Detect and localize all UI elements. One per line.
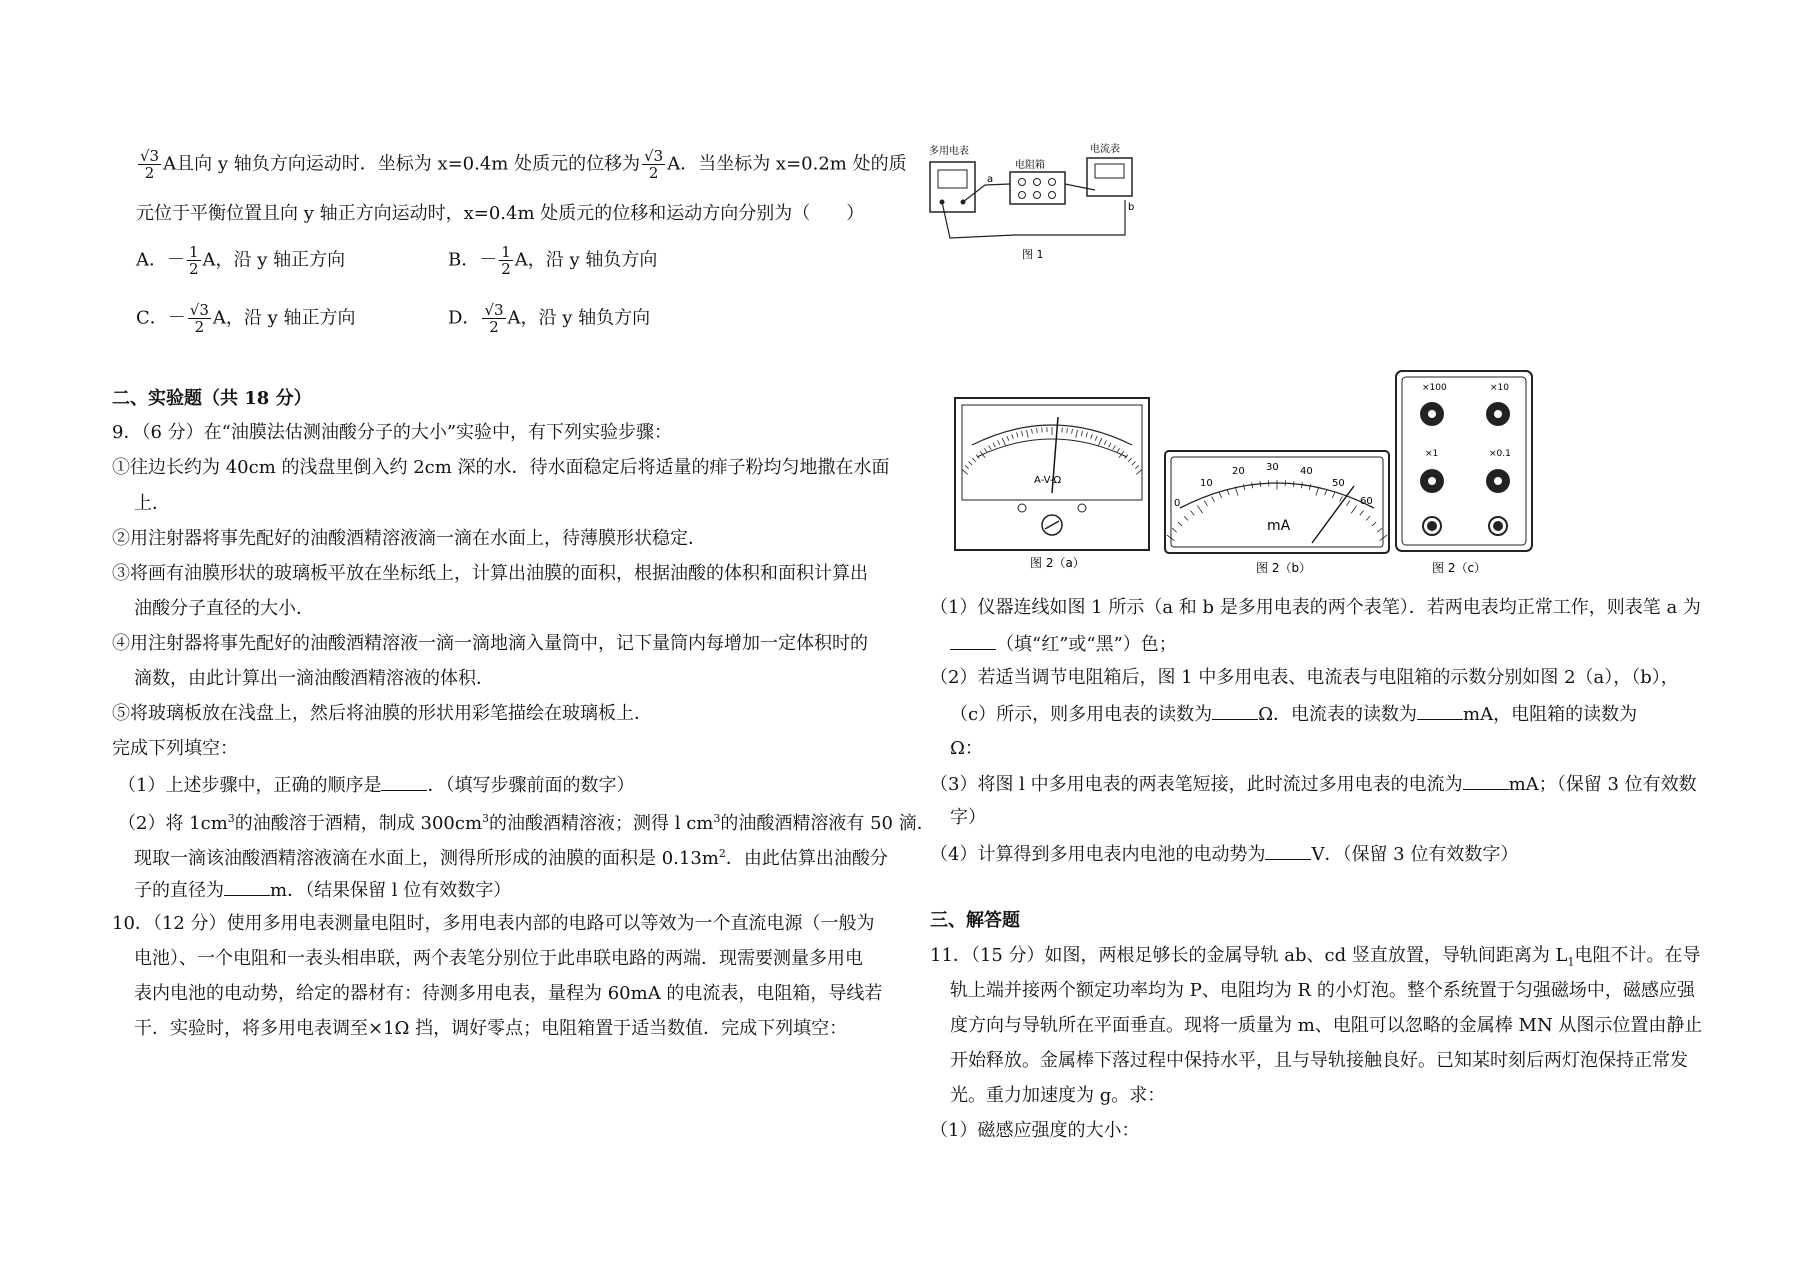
- q9-step4a: ④用注射器将事先配好的油酸酒精溶液一滴一滴地滴入量筒中，记下量筒内每增加一定体积时的: [112, 633, 868, 654]
- scale-tick: [993, 443, 996, 447]
- q10-line1: 10．（12 分）使用多用电表测量电阻时，多用电表内部的电路可以等效为一个直流电源（一般为: [112, 913, 875, 934]
- fraction: $\frac{1}{2}$: [501, 243, 511, 278]
- q9-part2c: 子的直径为 m．（结果保留 l 位有效数字）: [134, 877, 511, 903]
- q10-line3: 表内电池的电动势，给定的器材有：待测多用电表，量程为 60mA 的电流表，电阻箱，导线若: [134, 983, 883, 1004]
- fig2b-tick-label: 20: [1232, 466, 1245, 477]
- q11-part1: （1）磁感应强度的大小：: [930, 1120, 1140, 1141]
- answer-blank[interactable]: [224, 877, 270, 896]
- scale-tick: [1212, 496, 1215, 501]
- scale-tick: [1204, 501, 1207, 506]
- scale-tick: [1332, 493, 1335, 498]
- fraction: $\frac{√3}{2}$: [189, 301, 209, 336]
- q9-stem: 9．（6 分）在“油膜法估测油酸分子的大小”实验中，有下列实验步骤：: [112, 422, 673, 443]
- scale-tick: [1021, 431, 1022, 436]
- scale-tick: [989, 445, 992, 449]
- fig2c-terminal: [1427, 521, 1437, 531]
- scale-tick: [1366, 516, 1370, 520]
- q10-part2c: Ω：: [950, 738, 983, 759]
- scale-tick: [1026, 430, 1028, 438]
- q10-part3a: （3）将图 l 中多用电表的两表笔短接，此时流过多用电表的电流为 mA；（保留 3 位有效数: [930, 771, 1697, 797]
- fig2b-tick-label: 0: [1174, 498, 1181, 509]
- right-column: [900, 0, 1815, 1282]
- q9-step5: ⑤将玻璃板放在浅盘上，然后将油膜的形状用彩笔描绘在玻璃板上．: [112, 703, 652, 724]
- scale-tick: [1347, 501, 1350, 506]
- q10-part3b: 字）: [950, 807, 986, 828]
- answer-blank[interactable]: [1417, 701, 1463, 720]
- fig2c-caption: 图 2（c）: [1432, 561, 1487, 575]
- fig1-label-box: 电阻箱: [1015, 160, 1045, 171]
- fig2a-dot: [1078, 504, 1086, 512]
- q9-step3a: ③将画有油膜形状的玻璃板平放在坐标纸上，计算出油膜的面积，根据油酸的体积和面积计算出: [112, 563, 868, 584]
- scale-tick: [1076, 430, 1078, 438]
- scale-tick: [1190, 511, 1194, 516]
- scale-tick: [980, 451, 985, 457]
- q11-line4: 开始释放。金属棒下落过程中保持水平，且与导轨接触良好。已知某时刻后两灯泡保持正常发: [950, 1050, 1688, 1071]
- scale-tick: [998, 440, 1000, 444]
- fig2b-tick-label: 50: [1332, 478, 1345, 489]
- figure-1-circuit: [925, 140, 1145, 270]
- fraction: $\frac{1}{2}$: [189, 243, 199, 278]
- q10-line2: 电池）、一个电阻和一表头相串联，两个表笔分别位于此串联电路的两端．现需要测量多用电: [134, 948, 863, 969]
- scale-tick: [1119, 451, 1124, 457]
- scale-tick: [1135, 465, 1139, 468]
- scale-tick: [1293, 481, 1294, 487]
- scale-tick: [1132, 462, 1136, 466]
- fig1-box-knob: [1019, 179, 1026, 186]
- fig1-box-knob: [1034, 179, 1041, 186]
- scale-tick: [984, 448, 987, 452]
- q9-step4b: 滴数，由此计算出一滴油酸酒精溶液的体积．: [134, 668, 494, 689]
- fig1-box-knob: [1049, 192, 1056, 199]
- scale-tick: [965, 465, 969, 468]
- fig2c-inner: [1402, 377, 1526, 545]
- q10-line4: 干．实验时，将多用电表调至×1Ω 挡，调好零点；电阻箱置于适当数值．完成下列填空：: [134, 1018, 848, 1039]
- fig2b-tick-label: 10: [1200, 478, 1213, 489]
- scale-tick: [1184, 516, 1188, 520]
- scale-tick: [1081, 431, 1082, 436]
- fig2a-meter-label: A-V-Ω: [1034, 475, 1062, 486]
- scale-tick: [1037, 428, 1038, 433]
- fig2a-screw-slot: [1045, 521, 1059, 529]
- scale-tick: [1067, 428, 1068, 433]
- fig1-resistor-box: [1010, 172, 1065, 204]
- q10-part2a: （2）若适当调节电阻箱后，图 1 中多用电表、电流表与电阻箱的示数分别如图 2（a），（b），: [930, 667, 1679, 688]
- figure-2b-ammeter: [1162, 448, 1392, 578]
- scale-tick: [962, 469, 968, 474]
- fig1-label-a: a: [987, 174, 994, 185]
- fig2c-label-x100: ×100: [1422, 383, 1447, 393]
- fig1-label-meter: 多用电表: [929, 146, 969, 157]
- scale-tick: [1007, 436, 1009, 441]
- scale-tick: [1197, 505, 1203, 513]
- fig2a-ticks: [962, 427, 1143, 474]
- fraction: $\frac{√3}{2}$: [644, 147, 664, 182]
- fig2c-knob-center: [1494, 477, 1502, 485]
- fig1-box-knob: [1034, 192, 1041, 199]
- scale-tick: [1351, 505, 1357, 513]
- answer-blank[interactable]: [1265, 841, 1311, 860]
- fig2c-label-x10: ×10: [1490, 383, 1509, 393]
- fig1-label-b: b: [1128, 202, 1135, 213]
- scale-tick: [1325, 489, 1327, 495]
- answer-blank[interactable]: [381, 772, 427, 791]
- q8-option-b: B．－ $\frac{1}{2}$ A，沿 y 轴负方向: [448, 243, 658, 278]
- scale-tick: [1227, 489, 1229, 495]
- fig1-label-ammeter: 电流表: [1090, 144, 1120, 155]
- fig2c-label-x01: ×0.1: [1489, 449, 1511, 459]
- answer-blank[interactable]: [950, 631, 996, 650]
- q11-line1: 11．（15 分）如图，两根足够长的金属导轨 ab、cd 竖直放置，导轨间距离为 $L_1$电阻不计。在导: [930, 945, 1701, 969]
- q9-step3b: 油酸分子直径的大小．: [134, 598, 314, 619]
- scale-tick: [1360, 511, 1364, 516]
- scale-tick: [972, 458, 975, 462]
- q9-step2: ②用注射器将事先配好的油酸酒精溶液滴一滴在水面上，待薄膜形状稳定．: [112, 528, 706, 549]
- q9-part2b: 现取一滴该油酸酒精溶液滴在水面上，测得所形成的油膜的面积是 $0.13m^2$．由此估算出油酸分: [134, 847, 888, 869]
- answer-blank[interactable]: [1463, 771, 1509, 790]
- fig2b-tick-label: 40: [1300, 466, 1313, 477]
- scale-tick: [1243, 484, 1244, 490]
- q10-part4: （4）计算得到多用电表内电池的电动势为 V．（保留 3 位有效数字）: [930, 841, 1518, 867]
- fig2a-caption: 图 2（a）: [1030, 556, 1085, 570]
- scale-tick: [1002, 438, 1005, 445]
- scale-tick: [1072, 429, 1073, 434]
- scale-tick: [1095, 436, 1097, 441]
- q11-line2: 轨上端并接两个额定功率均为 P、电阻均为 R 的小灯泡。整个系统置于匀强磁场中，磁感应强: [950, 980, 1695, 1001]
- scale-tick: [1012, 434, 1014, 439]
- scale-tick: [1377, 528, 1382, 532]
- scale-tick: [1104, 440, 1106, 444]
- scale-tick: [1340, 496, 1343, 501]
- scale-tick: [1178, 522, 1182, 526]
- scale-tick: [1301, 482, 1302, 488]
- fig1-wire-box-ammeter: [1065, 184, 1095, 190]
- fig2b-tick-label: 30: [1266, 462, 1279, 473]
- fig2b-tick-label: 60: [1360, 496, 1373, 507]
- scale-tick: [1260, 481, 1261, 487]
- scale-tick: [1032, 429, 1033, 434]
- figure-2a-multimeter: [952, 395, 1152, 570]
- q8-line1: $\frac{√3}{2}$ A且向 y 轴负方向运动时．坐标为 x=0.4m 处质元的位移为 $\frac{√3}{2}$ A．当坐标为 x=0.2m 处的质: [140, 147, 907, 182]
- scale-tick: [1086, 432, 1088, 437]
- scale-tick: [969, 462, 973, 466]
- scale-tick: [1117, 448, 1120, 452]
- fig1-ammeter-screen: [1095, 164, 1124, 178]
- scale-tick: [1109, 443, 1112, 447]
- q9-step1a: ①往边长约为 40cm 的浅盘里倒入约 2cm 深的水．待水面稳定后将适量的痱子粉均匀地撒在水面: [112, 457, 890, 478]
- fig2a-dot: [1018, 504, 1026, 512]
- scale-tick: [1017, 432, 1019, 437]
- q11-line3: 度方向与导轨所在平面垂直。现将一质量为 m、电阻可以忽略的金属棒 MN 从图示位置由静止: [950, 1015, 1703, 1036]
- fig2c-knob-center: [1428, 410, 1436, 418]
- q10-part2b: （c）所示，则多用电表的读数为 Ω．电流表的读数为 mA，电阻箱的读数为: [950, 701, 1637, 727]
- scale-tick: [1091, 434, 1093, 439]
- q9-step1b: 上．: [134, 493, 170, 514]
- scale-tick: [1219, 493, 1222, 498]
- q9-fill-prompt: 完成下列填空：: [112, 738, 238, 759]
- fig2c-label-x1: ×1: [1425, 449, 1439, 459]
- fig1-wire-a: [963, 184, 1010, 202]
- fig2a-body: [955, 398, 1149, 550]
- q8-option-d: D． $\frac{√3}{2}$ A，沿 y 轴负方向: [448, 301, 651, 336]
- figure-2c-resistance-box: [1392, 368, 1537, 578]
- fig2b-needle: [1312, 486, 1354, 543]
- fig2a-scale-arc-inner: [977, 439, 1127, 457]
- fig1-box-knob: [1049, 179, 1056, 186]
- fig2c-knob-center: [1494, 410, 1502, 418]
- fig2b-caption: 图 2（b）: [1256, 561, 1312, 575]
- q10-part1a: （1）仪器连线如图 1 所示（a 和 b 是多用电表的两个表笔）．若两电表均正常工作，则表笔 a 为: [930, 597, 1701, 618]
- fig1-multimeter-screen: [938, 170, 967, 188]
- q8-option-a: A．－ $\frac{1}{2}$ A，沿 y 轴正方向: [136, 243, 346, 278]
- scale-tick: [1136, 469, 1142, 474]
- fraction: $\frac{√3}{2}$: [484, 301, 504, 336]
- fig1-box-knob: [1019, 192, 1026, 199]
- q9-part2a: （2）将 $1cm^3$的油酸溶于酒精，制成 $300cm^3$的油酸酒精溶液；测得 l $cm^3$的油酸酒精溶液有 50 滴．: [118, 812, 935, 834]
- scale-tick: [1113, 445, 1116, 449]
- q9-part1: （1）上述步骤中，正确的顺序是 ．（填写步骤前面的数字）: [118, 772, 634, 798]
- q10-part1b: （填“红”或“黑”）色；: [950, 631, 1177, 657]
- scale-tick: [1128, 458, 1131, 462]
- fraction: $\frac{√3}{2}$: [140, 147, 160, 182]
- q11-line5: 光。重力加速度为 g。求：: [950, 1085, 1166, 1106]
- fig2b-unit: mA: [1267, 518, 1291, 534]
- scale-tick: [1098, 438, 1101, 445]
- scale-tick: [1309, 484, 1310, 490]
- scale-tick: [1172, 528, 1177, 532]
- fig2c-knob-center: [1428, 477, 1436, 485]
- answer-blank[interactable]: [1212, 701, 1258, 720]
- fig1-wire-b: [942, 200, 1125, 238]
- scale-tick: [1252, 482, 1253, 488]
- fig2c-body: [1396, 371, 1532, 551]
- section2-heading: 二、实验题（共 18 分）: [112, 388, 312, 409]
- section3-heading: 三、解答题: [930, 910, 1020, 931]
- fig2c-terminal: [1493, 521, 1503, 531]
- fig1-caption: 图 1: [1022, 248, 1044, 261]
- q8-line2: 元位于平衡位置且向 y 轴正方向运动时，x=0.4m 处质元的位移和运动方向分别为（ ）: [136, 203, 865, 224]
- q8-option-c: C．－ $\frac{√3}{2}$ A，沿 y 轴正方向: [136, 301, 356, 336]
- scale-tick: [1372, 522, 1376, 526]
